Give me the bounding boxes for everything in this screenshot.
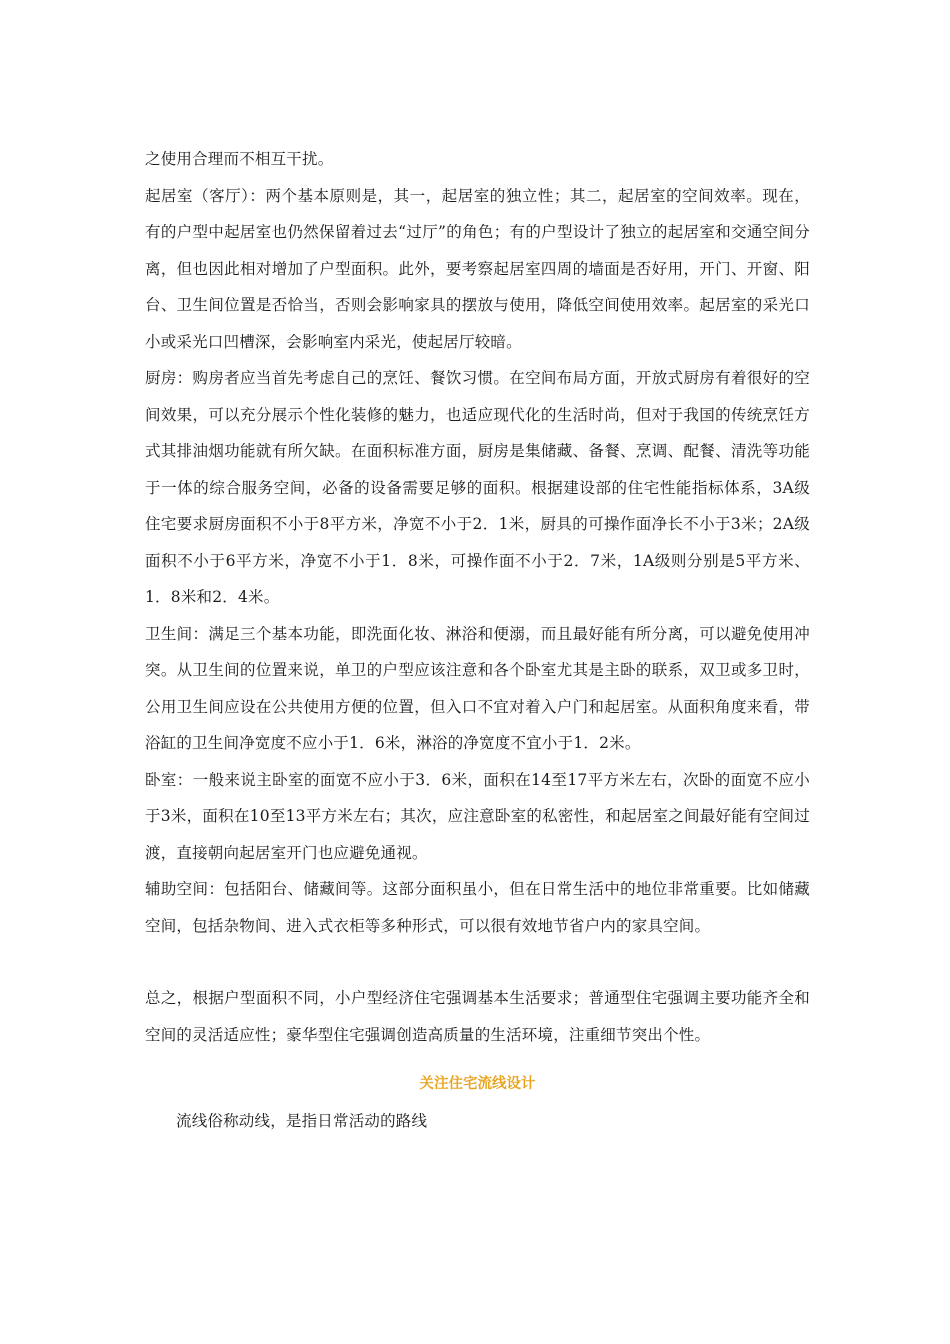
section-heading: 关注住宅流线设计 — [419, 1076, 536, 1092]
paragraph-continuation: 之使用合理而不相互干扰。 — [145, 150, 334, 168]
paragraph-living-room: 起居室（客厅）：两个基本原则是，其一，起居室的独立性；其二，起居室的空间效率。现在，有的户型中起居室也仍然保留着过去“过厅”的角色；有的户型设计了独立的起居室和交通空间分离，但也因此相对增加了户型面积。此外，要考察起居室四周的墙面是否好用，开门、开窗、阳台、卫生间位置是否恰当，否则会影响家具的摆放与使用，降低空间使用效率。起居室的采光口小或采光口凹槽深，会影响室内采光，使起居厅较暗。 — [145, 186, 810, 351]
paragraph-bedroom: 卧室：一般来说主卧室的面宽不应小于3．6米，面积在14至17平方米左右，次卧的面宽不应小于3米，面积在10至13平方米左右；其次，应注意卧室的私密性，和起居室之间最好能有空间过渡，直接朝向起居室开门也应避免通视。 — [145, 770, 810, 862]
document-body — [145, 141, 810, 1140]
section-intro: 流线俗称动线，是指日常活动的路线 — [176, 1112, 428, 1130]
paragraph-kitchen: 厨房：购房者应当首先考虑自己的烹饪、餐饮习惯。在空间布局方面，开放式厨房有着很好的空间效果，可以充分展示个性化装修的魅力，也适应现代化的生活时尚，但对于我国的传统烹饪方式其排油烟功能就有所欠缺。在面积标准方面，厨房是集储藏、备餐、烹调、配餐、清洗等功能于一体的综合服务空间，必备的设备需要足够的面积。根据建设部的住宅性能指标体系，3A级住宅要求厨房面积不小于8平方米，净宽不小于2．1米，厨具的可操作面净长不小于3米；2A级面积不小于6平方米，净宽不小于1．8米，可操作面不小于2．7米，1A级则分别是5平方米、1．8米和2．4米。 — [145, 369, 810, 606]
paragraph-summary: 总之，根据户型面积不同，小户型经济住宅强调基本生活要求；普通型住宅强调主要功能齐全和空间的灵活适应性；豪华型住宅强调创造高质量的生活环境，注重细节突出个性。 — [145, 989, 810, 1044]
paragraph-spacer — [145, 944, 810, 980]
paragraph-auxiliary-space: 辅助空间：包括阳台、储藏间等。这部分面积虽小，但在日常生活中的地位非常重要。比如储藏空间，包括杂物间、进入式衣柜等多种形式，可以很有效地节省户内的家具空间。 — [145, 880, 810, 935]
paragraph-bathroom: 卫生间：满足三个基本功能，即洗面化妆、淋浴和便溺，而且最好能有所分离，可以避免使用冲突。从卫生间的位置来说，单卫的户型应该注意和各个卧室尤其是主卧的联系，双卫或多卫时，公用卫生间应设在公共使用方便的位置，但入口不宜对着入户门和起居室。从面积角度来看，带浴缸的卫生间净宽度不应小于1．6米，淋浴的净宽度不宜小于1．2米。 — [145, 624, 810, 752]
